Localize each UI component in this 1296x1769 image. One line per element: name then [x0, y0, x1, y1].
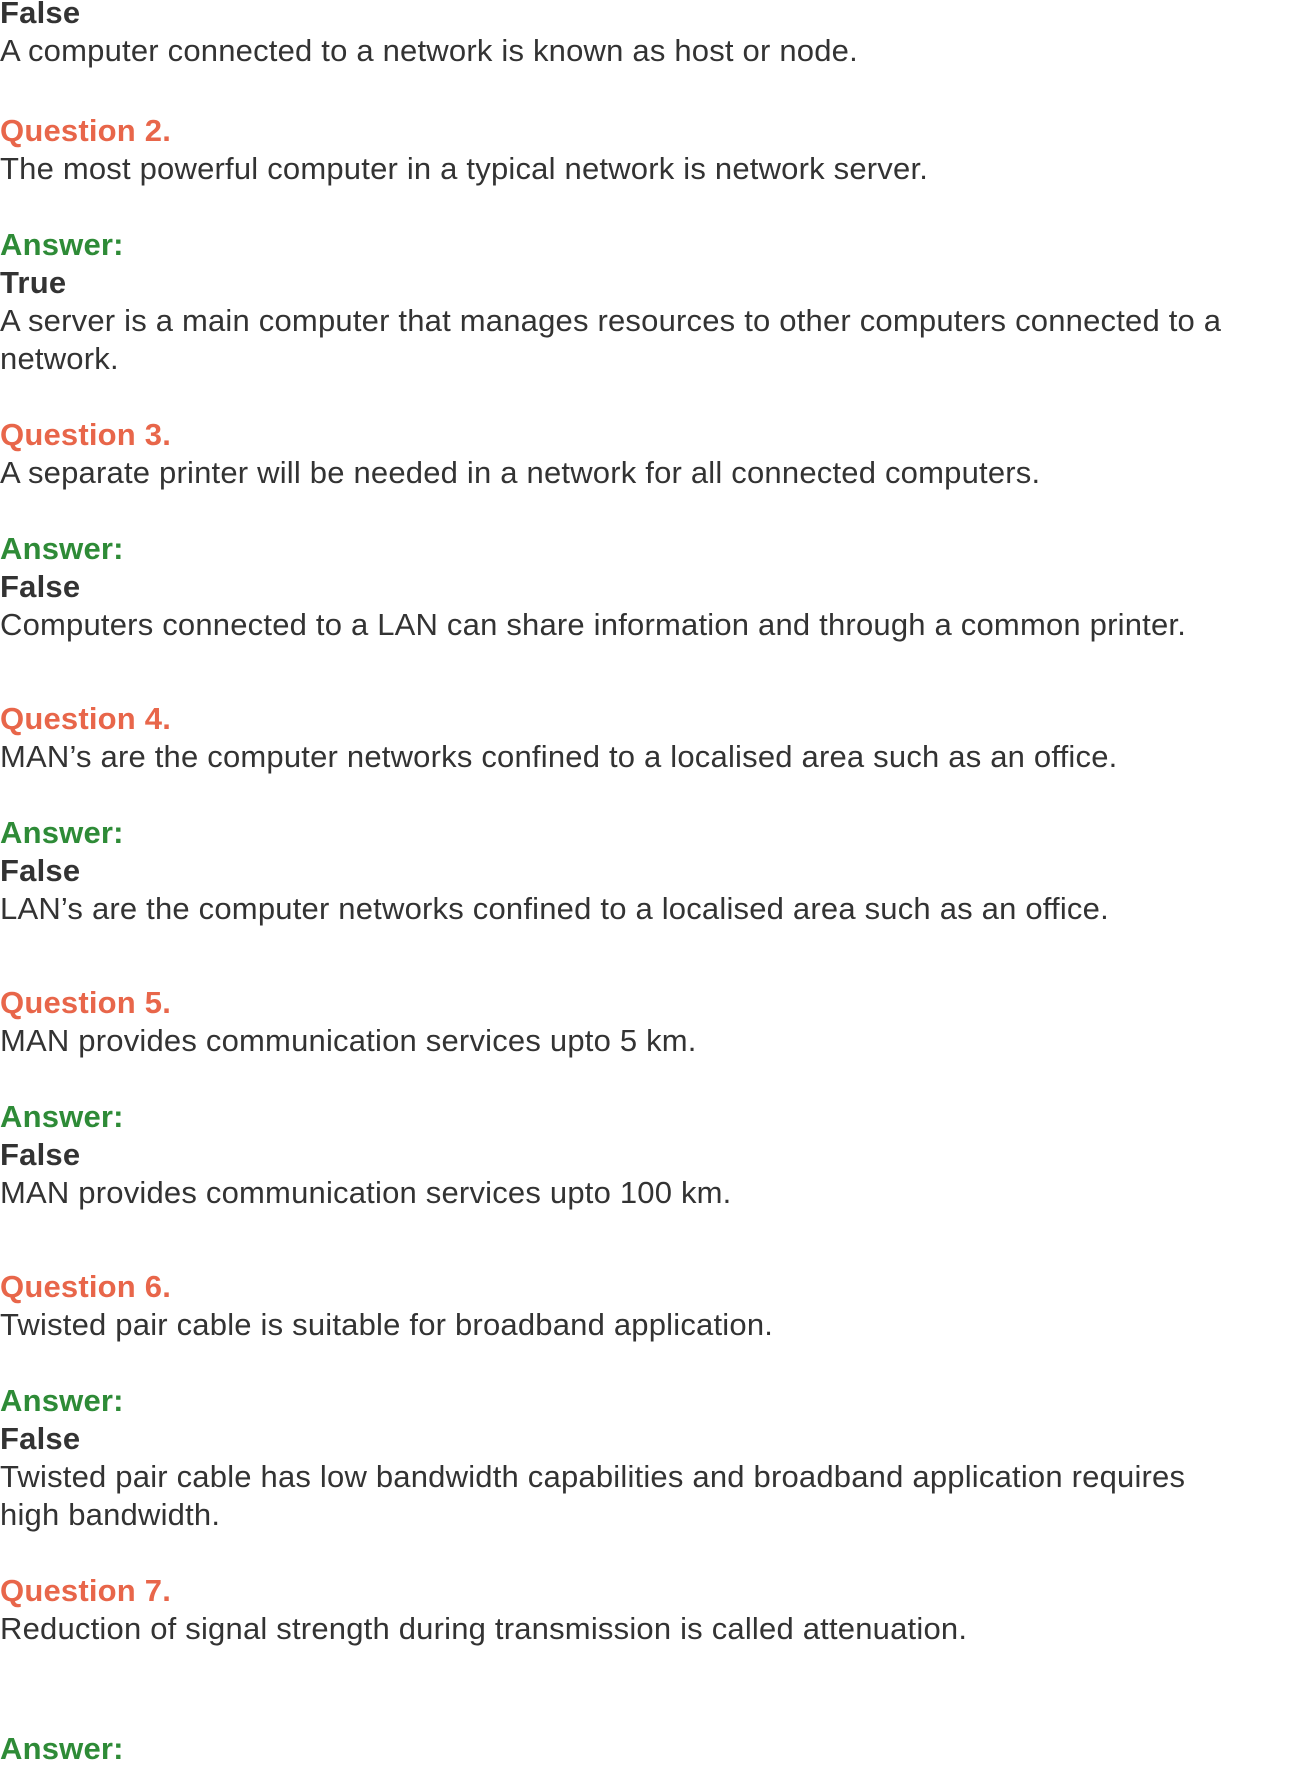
question-7-text: Reduction of signal strength during transmission is called attenuation. [0, 1611, 968, 1646]
verdict-6: False [0, 1421, 81, 1456]
explanation-4-line-1: LAN’s are the computer networks confined to a localised area such as an office. [0, 891, 1109, 926]
explanation-2-line-2: network. [0, 341, 119, 376]
question-4-text: MAN’s are the computer networks confined to a localised area such as an office. [0, 739, 1118, 774]
explanation-1-line-1: A computer connected to a network is known as host or node. [0, 33, 858, 68]
question-6-text: Twisted pair cable is suitable for broadband application. [0, 1307, 774, 1342]
answer-4-label: Answer: [0, 815, 124, 850]
answer-3-label: Answer: [0, 531, 124, 566]
question-6-label: Question 6. [0, 1269, 172, 1304]
answer-6-label: Answer: [0, 1383, 124, 1418]
question-2-label: Question 2. [0, 113, 172, 148]
verdict-1: False [0, 0, 81, 30]
verdict-2: True [0, 265, 67, 300]
verdict-5: False [0, 1137, 81, 1172]
question-2-text: The most powerful computer in a typical network is network server. [0, 151, 929, 186]
question-3-text: A separate printer will be needed in a network for all connected computers. [0, 455, 1041, 490]
verdict-4: False [0, 853, 81, 888]
question-4-label: Question 4. [0, 701, 172, 736]
explanation-6-line-2: high bandwidth. [0, 1497, 221, 1532]
answer-5-label: Answer: [0, 1099, 124, 1134]
explanation-2-line-1: A server is a main computer that manages resources to other computers connected to a [0, 303, 1222, 338]
explanation-3-line-1: Computers connected to a LAN can share information and through a common printer. [0, 607, 1187, 642]
question-7-label: Question 7. [0, 1573, 172, 1608]
question-5-label: Question 5. [0, 985, 172, 1020]
answer-7-label: Answer: [0, 1731, 124, 1766]
verdict-3: False [0, 569, 81, 604]
explanation-6-line-1: Twisted pair cable has low bandwidth capabilities and broadband application requires [0, 1459, 1186, 1494]
answer-2-label: Answer: [0, 227, 124, 262]
question-3-label: Question 3. [0, 417, 172, 452]
question-5-text: MAN provides communication services upto 5 km. [0, 1023, 697, 1058]
explanation-5-line-1: MAN provides communication services upto 100 km. [0, 1175, 732, 1210]
